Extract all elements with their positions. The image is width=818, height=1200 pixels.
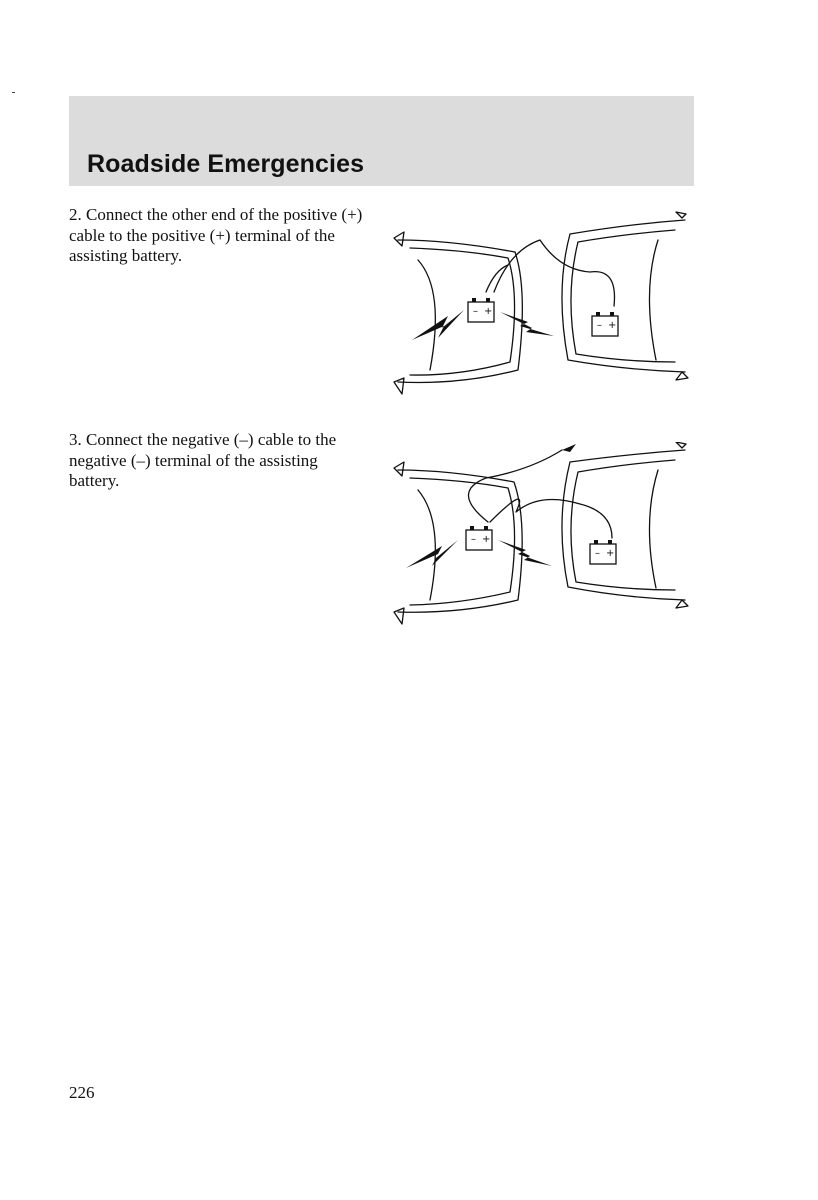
section-header-band [69, 96, 694, 186]
battery-plus-label: + [608, 320, 617, 331]
positive-jumper-cable [490, 499, 612, 538]
corner-crop-mark [12, 92, 15, 93]
spark-warning-icon [498, 540, 552, 566]
right-vehicle-outline [562, 220, 685, 372]
assisting-battery [592, 312, 618, 336]
left-vehicle-windshield-line [418, 260, 435, 370]
right-vehicle-mirror-top [676, 212, 686, 218]
battery-minus-label: – [595, 548, 600, 559]
jump-start-illustration-negative-cable [390, 442, 690, 632]
spark-warning-icon [500, 312, 554, 336]
spark-warning-icon [412, 310, 464, 340]
right-vehicle-mirror-top [676, 442, 686, 448]
left-vehicle-outline [398, 240, 522, 383]
left-vehicle-mirror-bottom [394, 378, 404, 394]
right-vehicle-hood-line [571, 460, 675, 590]
step-2-text: 2. Connect the other end of the positive (+) cable to the positive (+) terminal of the assisting battery. [69, 205, 363, 265]
battery-plus-label: + [482, 534, 491, 545]
battery-minus-label: – [471, 534, 476, 545]
right-vehicle-windshield-line [649, 240, 658, 360]
negative-cable-clamp-icon [562, 444, 578, 454]
left-vehicle-mirror-bottom [394, 608, 404, 624]
jump-start-diagram-step-3 [390, 442, 690, 632]
battery-plus-label: + [606, 548, 615, 559]
disabled-battery [468, 298, 494, 322]
spark-warning-icon [406, 540, 458, 568]
right-vehicle-mirror-bottom [676, 600, 688, 608]
jump-start-diagram-step-2 [390, 210, 690, 405]
right-vehicle-mirror-bottom [676, 372, 688, 380]
left-vehicle-mirror-top [394, 462, 404, 476]
page-number: 226 [69, 1083, 95, 1102]
battery-minus-label: – [597, 320, 602, 331]
left-vehicle-mirror-top [394, 232, 404, 246]
right-vehicle-hood-line [571, 230, 675, 362]
battery-plus-label: + [484, 306, 493, 317]
right-vehicle-windshield-line [649, 470, 658, 588]
left-vehicle-outline [398, 470, 522, 612]
step-3-text: 3. Connect the negative (–) cable to the negative (–) terminal of the assisting battery. [69, 430, 337, 490]
disabled-battery [466, 526, 492, 550]
section-title: Roadside Emergencies [87, 150, 365, 178]
battery-minus-label: – [473, 306, 478, 317]
left-vehicle-windshield-line [418, 490, 435, 600]
left-vehicle-hood-line [410, 478, 515, 605]
right-vehicle-outline [562, 450, 685, 600]
jump-start-illustration-positive-cable [390, 210, 690, 405]
assisting-battery [590, 540, 616, 564]
